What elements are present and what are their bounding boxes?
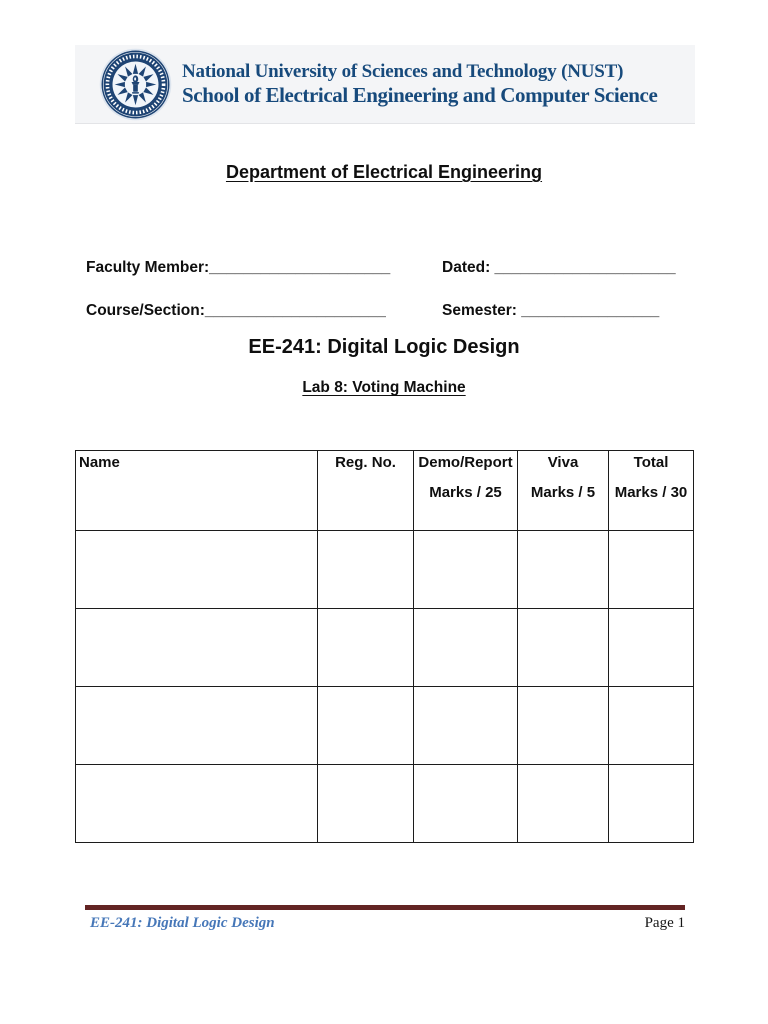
- marks-table-row: [76, 765, 694, 843]
- lab-title: Lab 8: Voting Machine: [302, 379, 466, 396]
- faculty-member-label: Faculty Member:: [86, 259, 210, 276]
- marks-table-cell: [518, 609, 609, 687]
- marks-table-cell: [318, 687, 414, 765]
- column-header-total: [609, 451, 694, 531]
- faculty-member-blank-line: _____________________: [209, 259, 391, 276]
- form-row-1: [86, 259, 682, 280]
- column-label: Name: [79, 454, 120, 471]
- form-section: [86, 259, 682, 323]
- column-header-demo-report: [414, 451, 518, 531]
- semester-label: Semester:: [442, 302, 517, 319]
- marks-table-row: [76, 531, 694, 609]
- dated-field: [442, 259, 676, 277]
- marks-table-cell: [76, 765, 318, 843]
- marks-table-row: [76, 687, 694, 765]
- column-label: Demo/Report: [418, 454, 513, 471]
- form-row-2: [86, 302, 682, 323]
- course-section-label: Course/Section:: [86, 302, 205, 319]
- department-heading: Department of Electrical Engineering: [225, 162, 543, 182]
- marks-table-cell: [518, 687, 609, 765]
- dated-label: Dated:: [442, 259, 491, 276]
- header-banner: [75, 45, 695, 124]
- marks-table-cell: [318, 765, 414, 843]
- marks-table-cell: [414, 609, 518, 687]
- header-text: [182, 60, 657, 108]
- column-header-name: [76, 451, 318, 531]
- marks-table-header-row: [76, 451, 694, 531]
- semester-field: [442, 302, 659, 320]
- dated-blank-line: _____________________: [490, 259, 676, 276]
- school-name: School of Electrical Engineering and Computer Science: [182, 83, 658, 107]
- marks-table-cell: [414, 765, 518, 843]
- marks-table-cell: [318, 609, 414, 687]
- footer-text-row: [85, 915, 685, 932]
- marks-table-cell: [414, 531, 518, 609]
- university-name: National University of Sciences and Technology (NUST): [182, 61, 624, 82]
- column-label: Total: [633, 454, 669, 471]
- footer-doc-title: EE-241: Digital Logic Design: [90, 915, 275, 931]
- marks-table-cell: [76, 687, 318, 765]
- column-header-reg-no: [318, 451, 414, 531]
- marks-table-row: [76, 609, 694, 687]
- marks-table-cell: [609, 765, 694, 843]
- marks-table-cell: [609, 687, 694, 765]
- marks-table-cell: [518, 765, 609, 843]
- column-label: Reg. No.: [335, 454, 396, 471]
- course-title: EE-241: Digital Logic Design: [248, 336, 520, 358]
- footer-page-number: Page 1: [644, 915, 685, 931]
- course-section-blank-line: _____________________: [204, 302, 386, 319]
- marks-table-cell: [609, 531, 694, 609]
- marks-table: [75, 450, 694, 843]
- column-sublabel: Marks / 30: [614, 484, 688, 501]
- column-header-viva: [518, 451, 609, 531]
- column-sublabel: Marks / 25: [429, 484, 502, 501]
- marks-table-cell: [609, 609, 694, 687]
- marks-table-body: [76, 531, 694, 843]
- footer-rule: [85, 905, 685, 910]
- nust-seal-icon: [99, 48, 172, 121]
- marks-table-cell: [318, 531, 414, 609]
- faculty-member-field: [86, 259, 390, 276]
- page-footer: [85, 905, 685, 932]
- marks-table-cell: [76, 609, 318, 687]
- marks-table-cell: [518, 531, 609, 609]
- marks-table-cell: [414, 687, 518, 765]
- column-sublabel: Marks / 5: [530, 484, 596, 501]
- semester-blank-line: ________________: [516, 302, 660, 319]
- column-label: Viva: [547, 454, 579, 471]
- marks-table-cell: [76, 531, 318, 609]
- course-section-field: [86, 302, 386, 319]
